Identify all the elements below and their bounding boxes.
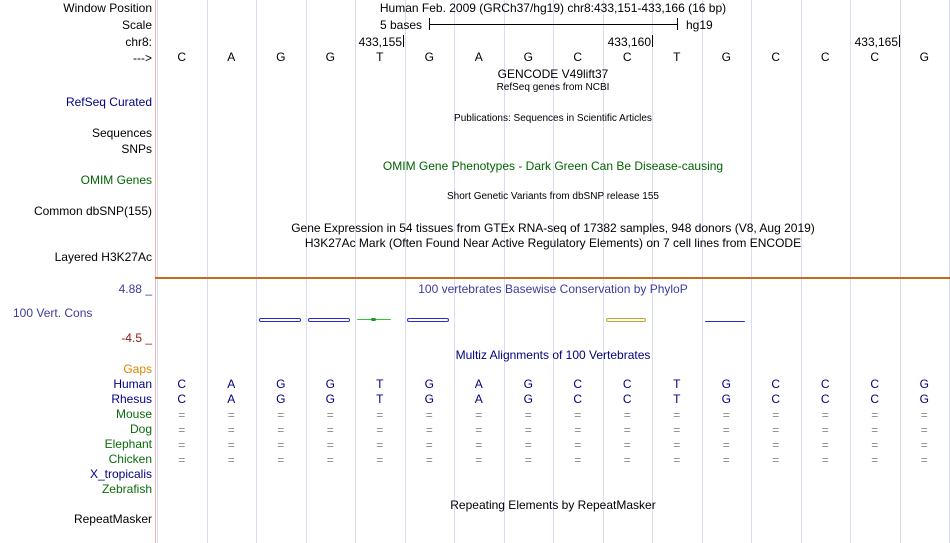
- species-label-human[interactable]: Human: [113, 377, 152, 391]
- human-base: C: [870, 377, 880, 391]
- species-label-chicken[interactable]: Chicken: [108, 452, 152, 466]
- identity-glyph: =: [673, 423, 681, 437]
- vert-cons-label[interactable]: 100 Vert. Cons: [13, 306, 93, 320]
- assembly-position-text: Human Feb. 2009 (GRCh37/hg19) chr8:433,151-433,166 (16 bp): [379, 1, 727, 15]
- reference-base: A: [227, 50, 236, 64]
- identity-glyph: =: [871, 423, 879, 437]
- phylop-signal-blue-4: [705, 321, 745, 322]
- reference-base: A: [474, 50, 483, 64]
- scale-bar-right-tick: [677, 18, 678, 30]
- identity-glyph: =: [623, 453, 631, 467]
- layered-h3k27ac-label[interactable]: Layered H3K27Ac: [54, 250, 152, 264]
- species-label-xtropicalis[interactable]: X_tropicalis: [89, 467, 152, 481]
- identity-glyph: =: [425, 408, 433, 422]
- rhesus-base: A: [227, 392, 236, 406]
- species-label-zebrafish[interactable]: Zebrafish: [101, 482, 152, 496]
- ruler-tick-2: [652, 35, 653, 47]
- identity-glyph: =: [178, 438, 186, 452]
- identity-glyph: =: [277, 423, 285, 437]
- identity-glyph: =: [227, 423, 235, 437]
- track-label-divider: [155, 0, 156, 543]
- identity-glyph: =: [623, 423, 631, 437]
- ruler-tick-3: [899, 35, 900, 47]
- identity-glyph: =: [178, 423, 186, 437]
- identity-glyph: =: [722, 423, 730, 437]
- identity-glyph: =: [524, 408, 532, 422]
- track-group-separator: [155, 277, 950, 279]
- human-base: G: [523, 377, 533, 391]
- rhesus-base: G: [276, 392, 286, 406]
- rhesus-base: C: [870, 392, 880, 406]
- identity-glyph: =: [722, 408, 730, 422]
- identity-glyph: =: [475, 423, 483, 437]
- species-label-rhesus[interactable]: Rhesus: [111, 392, 152, 406]
- identity-glyph: =: [920, 408, 928, 422]
- refseq-track-subtitle: RefSeq genes from NCBI: [496, 82, 610, 93]
- scale-bar: [429, 24, 677, 25]
- human-base: G: [325, 377, 335, 391]
- publications-track-title[interactable]: Publications: Sequences in Scientific Articles: [454, 113, 652, 124]
- sequences-label[interactable]: Sequences: [91, 126, 152, 140]
- identity-glyph: =: [524, 438, 532, 452]
- phylop-signal-blue-1: [259, 318, 301, 322]
- ruler-position-2: 433,160: [607, 35, 651, 49]
- phylop-signal-blue-3: [407, 318, 449, 322]
- phylop-signal-blue-2: [308, 318, 350, 322]
- reference-base: C: [573, 50, 583, 64]
- reference-base: C: [771, 50, 781, 64]
- identity-glyph: =: [326, 453, 334, 467]
- scale-bases-text: 5 bases: [380, 18, 423, 32]
- phylop-signal-olive: [606, 318, 646, 322]
- identity-glyph: =: [623, 408, 631, 422]
- human-base: T: [673, 377, 681, 391]
- identity-glyph: =: [871, 438, 879, 452]
- identity-glyph: =: [772, 423, 780, 437]
- identity-glyph: =: [376, 453, 384, 467]
- multiz-track-title[interactable]: Multiz Alignments of 100 Vertebrates: [455, 348, 651, 362]
- human-base: G: [721, 377, 731, 391]
- snps-label[interactable]: SNPs: [121, 142, 152, 156]
- rhesus-base: G: [721, 392, 731, 406]
- reference-base: T: [673, 50, 681, 64]
- rhesus-base: C: [622, 392, 632, 406]
- identity-glyph: =: [376, 423, 384, 437]
- reference-base: G: [276, 50, 286, 64]
- human-base: C: [771, 377, 781, 391]
- rhesus-base: C: [771, 392, 781, 406]
- reference-base: G: [523, 50, 533, 64]
- conservation-track-title[interactable]: 100 vertebrates Basewise Conservation by PhyloP: [418, 282, 688, 296]
- rhesus-base: A: [474, 392, 483, 406]
- human-base: T: [376, 377, 384, 391]
- human-base: C: [622, 377, 632, 391]
- identity-glyph: =: [821, 423, 829, 437]
- reference-sequence: [157, 50, 949, 64]
- reference-base: C: [177, 50, 187, 64]
- rhesus-base: T: [673, 392, 681, 406]
- gtex-track-title[interactable]: Gene Expression in 54 tissues from GTEx RNA-seq of 17382 samples, 948 donors (V8, Aug 2019): [291, 221, 815, 235]
- reference-base: G: [325, 50, 335, 64]
- identity-glyph: =: [178, 408, 186, 422]
- rhesus-base: C: [573, 392, 583, 406]
- rhesus-base: C: [820, 392, 830, 406]
- human-base: A: [474, 377, 483, 391]
- identity-glyph: =: [673, 453, 681, 467]
- identity-glyph: =: [574, 423, 582, 437]
- h3k27ac-track-title[interactable]: H3K27Ac Mark (Often Found Near Active Regulatory Elements) on 7 cell lines from ENCODE: [304, 236, 802, 250]
- identity-glyph: =: [277, 408, 285, 422]
- rhesus-base: T: [376, 392, 384, 406]
- identity-glyph: =: [920, 438, 928, 452]
- identity-glyph: =: [475, 438, 483, 452]
- dog-alignment: [157, 423, 949, 437]
- window-position-label: Window Position: [63, 1, 152, 15]
- identity-glyph: =: [772, 408, 780, 422]
- identity-glyph: =: [772, 438, 780, 452]
- human-base: C: [820, 377, 830, 391]
- refseq-curated-label[interactable]: RefSeq Curated: [65, 95, 152, 109]
- identity-glyph: =: [376, 438, 384, 452]
- identity-glyph: =: [524, 453, 532, 467]
- ruler-position-3: 433,165: [854, 35, 898, 49]
- identity-glyph: =: [574, 408, 582, 422]
- dbsnp-track-title[interactable]: Short Genetic Variants from dbSNP release 155: [447, 191, 659, 202]
- species-label-mouse[interactable]: Mouse: [115, 407, 152, 421]
- reference-base: C: [622, 50, 632, 64]
- identity-glyph: =: [277, 453, 285, 467]
- identity-glyph: =: [475, 408, 483, 422]
- cons-max-value: 4.88 _: [118, 282, 152, 296]
- human-base: C: [177, 377, 187, 391]
- repeatmasker-label[interactable]: RepeatMasker: [73, 512, 152, 526]
- identity-glyph: =: [821, 408, 829, 422]
- identity-glyph: =: [227, 408, 235, 422]
- identity-glyph: =: [772, 453, 780, 467]
- repeatmasker-track-title[interactable]: Repeating Elements by RepeatMasker: [450, 498, 656, 512]
- human-base: G: [276, 377, 286, 391]
- human-base: G: [919, 377, 929, 391]
- identity-glyph: =: [574, 453, 582, 467]
- identity-glyph: =: [227, 453, 235, 467]
- identity-glyph: =: [722, 438, 730, 452]
- ruler-tick-1: [403, 35, 404, 47]
- strand-arrow-label: --->: [133, 51, 152, 65]
- human-base: G: [424, 377, 434, 391]
- identity-glyph: =: [871, 408, 879, 422]
- reference-base: T: [376, 50, 384, 64]
- identity-glyph: =: [425, 438, 433, 452]
- scale-db-text: hg19: [686, 18, 713, 32]
- rhesus-base: G: [523, 392, 533, 406]
- rhesus-base: G: [424, 392, 434, 406]
- human-sequence: [157, 377, 949, 391]
- identity-glyph: =: [623, 438, 631, 452]
- identity-glyph: =: [673, 408, 681, 422]
- identity-glyph: =: [425, 453, 433, 467]
- reference-base: C: [820, 50, 830, 64]
- gencode-track-title[interactable]: GENCODE V49lift37: [497, 67, 609, 81]
- cons-min-value: -4.5 _: [121, 331, 152, 345]
- human-base: C: [573, 377, 583, 391]
- mouse-alignment: [157, 408, 949, 422]
- chicken-alignment: [157, 453, 949, 467]
- reference-base: G: [424, 50, 434, 64]
- identity-glyph: =: [326, 438, 334, 452]
- identity-glyph: =: [376, 408, 384, 422]
- rhesus-base: C: [177, 392, 187, 406]
- identity-glyph: =: [326, 408, 334, 422]
- identity-glyph: =: [821, 453, 829, 467]
- ruler-position-1: 433,155: [358, 35, 402, 49]
- reference-base: C: [870, 50, 880, 64]
- reference-base: G: [919, 50, 929, 64]
- scale-label: Scale: [121, 18, 152, 32]
- phylop-signal-green-peak: [371, 318, 376, 321]
- identity-glyph: =: [277, 438, 285, 452]
- chrom-label: chr8:: [125, 35, 152, 49]
- identity-glyph: =: [821, 438, 829, 452]
- identity-glyph: =: [475, 453, 483, 467]
- identity-glyph: =: [574, 438, 582, 452]
- elephant-alignment: [157, 438, 949, 452]
- identity-glyph: =: [178, 453, 186, 467]
- reference-base: G: [721, 50, 731, 64]
- common-dbsnp-label[interactable]: Common dbSNP(155): [33, 204, 152, 218]
- rhesus-sequence: [157, 392, 949, 406]
- omim-genes-label[interactable]: OMIM Genes: [80, 173, 152, 187]
- gaps-label[interactable]: Gaps: [123, 362, 152, 376]
- species-label-elephant[interactable]: Elephant: [104, 437, 152, 451]
- identity-glyph: =: [673, 438, 681, 452]
- human-base: A: [227, 377, 236, 391]
- identity-glyph: =: [920, 423, 928, 437]
- species-label-dog[interactable]: Dog: [129, 422, 152, 436]
- identity-glyph: =: [920, 453, 928, 467]
- identity-glyph: =: [524, 423, 532, 437]
- identity-glyph: =: [871, 453, 879, 467]
- identity-glyph: =: [425, 423, 433, 437]
- rhesus-base: G: [325, 392, 335, 406]
- omim-track-title[interactable]: OMIM Gene Phenotypes - Dark Green Can Be Disease-causing: [382, 159, 724, 173]
- identity-glyph: =: [722, 453, 730, 467]
- identity-glyph: =: [227, 438, 235, 452]
- rhesus-base: G: [919, 392, 929, 406]
- identity-glyph: =: [326, 423, 334, 437]
